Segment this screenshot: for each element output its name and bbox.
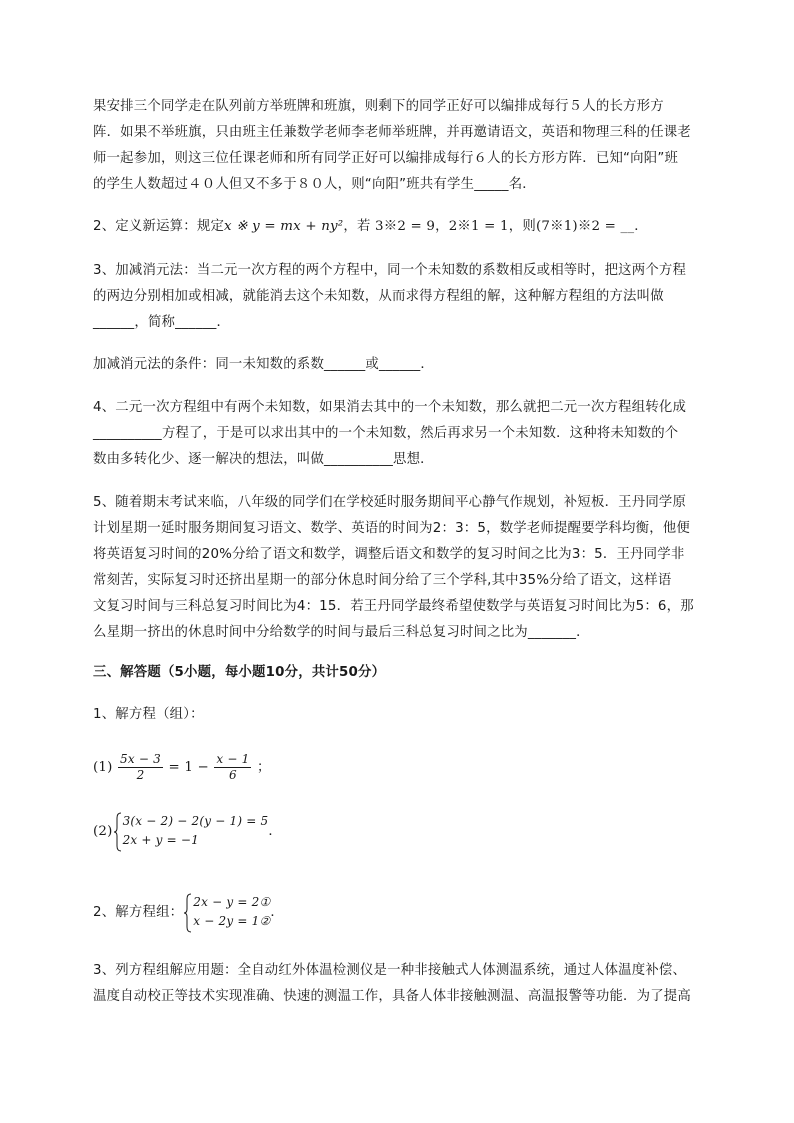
text-line: 5、随着期末考试来临，八年级的同学们在学校延时服务期间平心静气作规划，补短板．王丹同学原: [93, 495, 687, 510]
fraction-numerator: 5x − 3: [120, 751, 161, 766]
equation-1-label: (1): [93, 760, 113, 775]
question-4: [93, 395, 743, 473]
equation-1-end: ；: [256, 760, 271, 775]
system-equation-row: x − 2y = 1②: [193, 914, 271, 928]
question-2-end: ．: [634, 219, 648, 234]
equation-system: [183, 893, 270, 931]
text-line: 常刻苦，实际复习时还挤出星期一的部分休息时间分给了三个学科,其中35%分给了语文，这样语: [93, 573, 672, 588]
left-brace-icon: [183, 893, 193, 933]
system-equation-row: 2x − y = 2①: [193, 895, 271, 909]
condition-2: ，2※1 = 1: [435, 219, 509, 234]
text-line: __________方程了，于是可以求出其中的一个未知数，然后再求另一个未知数．这种将未知数的个: [93, 426, 679, 441]
text-line: 4、二元一次方程组中有两个未知数，如果消去其中的一个未知数，那么就把二元一次方程组转化成: [93, 400, 687, 415]
text-line: 么星期一挤出的休息时间中分给数学的时间与最后三科总复习时间之比为_______．: [93, 625, 590, 640]
system-equation-row: 2x + y = −1: [122, 833, 200, 847]
text-line: ______，简称______．: [93, 315, 231, 330]
solve-question-3: [93, 958, 743, 1010]
equation-system: [113, 812, 269, 850]
text-line: 温度自动校正等技术实现准确、快速的测温工作，具备人体非接触测温、高温报警等功能．为了提高: [93, 989, 691, 1004]
solve-question-1: [93, 702, 743, 728]
solve-2-title: 2、解方程组：: [93, 905, 184, 920]
text-line: 的两边分别相加或相减，就能消去这个未知数，从而求得方程组的解，这种解方程组的方法叫做: [93, 289, 664, 304]
system-equation-row: 3(x − 2) − 2(y − 1) = 5: [122, 814, 269, 828]
left-brace-icon: [113, 812, 123, 852]
text-line: 文复习时间与三科总复习时间比为4：15．若王丹同学最终希望使数学与英语复习时间比为5：6，那: [93, 599, 694, 614]
question-2: [93, 214, 743, 240]
equation-2-end: ．: [268, 824, 282, 839]
intro-paragraph: [93, 94, 743, 198]
text-line: 3、列方程组解应用题：全自动红外体温检测仪是一种非接触式人体测温系统，通过人体温度补偿、: [93, 963, 687, 978]
fraction-denominator: 6: [229, 767, 237, 782]
text-line: 果安排三个同学走在队列前方举班牌和班旗，则剩下的同学正好可以编排成每行５人的长方形方: [93, 99, 664, 114]
question-3-condition: [93, 352, 743, 378]
operation-definition: x ※ y = mx + ny²: [224, 219, 344, 234]
equation-system-2: [93, 812, 743, 852]
text-line: 数由多转化少、逐一解决的想法，叫做__________思想．: [93, 452, 434, 467]
fraction: [214, 752, 251, 783]
text-line: 师一起参加，则这三位任课老师和所有同学正好可以编排成每行６人的长方形方阵．已知“向阳”班: [93, 151, 679, 166]
text-line: 阵．如果不举班旗，只由班主任兼数学老师李老师举班牌，并再邀请语文，英语和物理三科的任课老: [93, 125, 691, 140]
text-line: 3、加减消元法：当二元一次方程的两个方程中，同一个未知数的系数相反或相等时，把这两个方程: [93, 263, 687, 278]
equation-2-label: (2): [93, 824, 113, 839]
text-line: [93, 214, 743, 240]
question-2-prefix: 2、定义新运算：规定: [93, 219, 225, 234]
fraction: [118, 752, 163, 783]
solve-2-end: ．: [270, 905, 285, 920]
text-line: 计划星期一延时服务期间复习语文、数学、英语的时间为2：3：5，数学老师提醒要学科均衡，他便: [93, 521, 690, 536]
text-line: 加减消元法的条件：同一未知数的系数______或______．: [93, 357, 434, 372]
section-heading: [93, 660, 743, 686]
equation-1: [93, 748, 743, 788]
fraction-numerator: x − 1: [216, 751, 250, 766]
fraction-denominator: 2: [136, 767, 145, 782]
equation-1-middle: = 1 −: [168, 760, 209, 775]
condition-1: ，若 3※2 = 9: [343, 219, 436, 234]
section-title: 三、解答题（5小题，每小题10分，共计50分）: [93, 665, 386, 680]
question-3: [93, 258, 743, 336]
solve-1-title: 1、解方程（组）：: [93, 707, 204, 722]
question-2-ask: ，则(7※1)※2 = __: [508, 219, 635, 234]
text-line: 的学生人数超过４０人但又不多于８０人，则“向阳”班共有学生_____名．: [93, 177, 536, 192]
text-line: 将英语复习时间的20%分给了语文和数学，调整后语文和数学的复习时间之比为3：5．王丹同学非: [93, 547, 685, 562]
solve-question-2: [93, 893, 743, 933]
question-5: [93, 490, 743, 646]
